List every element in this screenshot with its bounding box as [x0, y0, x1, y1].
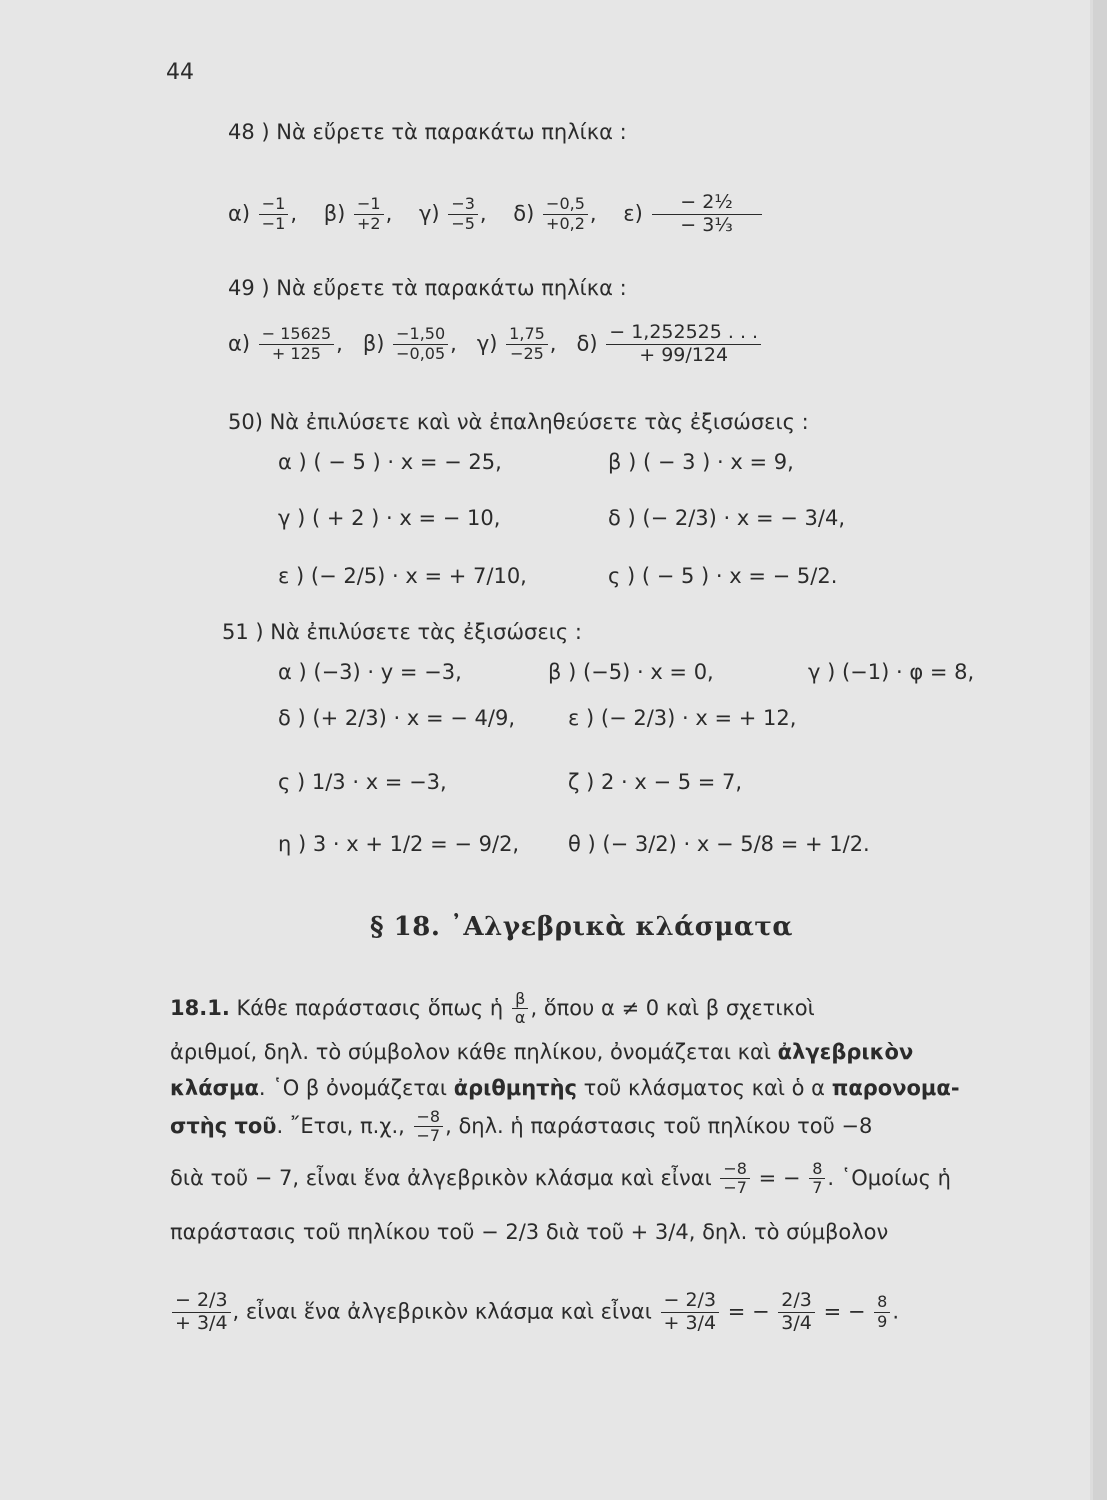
- exercise-49-items: α) $\frac{- 15625}{+ 125}$ , β) $\frac{-1,50}{-0,05}$ , γ) $\frac{1,75}{-25}$ , δ) $\frac{- 1,252525 . . .}{+ 99/124}$: [228, 322, 763, 367]
- fraction-minus8-minus7: $\frac{-8}{-7}$: [414, 1108, 444, 1146]
- exercise-51-title: 51 ) Νὰ ἐπιλύσετε τὰς ἐξισώσεις :: [222, 620, 582, 644]
- label-c: γ): [419, 201, 440, 226]
- ex50-row1-right: β ) ( − 3 ) · x = 9,: [608, 450, 794, 474]
- label-b: β): [323, 201, 346, 226]
- fraction-48e: $\frac{\text{− 2½}}{\text{− 3⅓}}$: [652, 192, 762, 237]
- page-number: 44: [166, 60, 194, 85]
- fraction-b: $\frac{8}{7}$: [809, 1160, 825, 1198]
- fraction-48c: $\frac{-3}{-5}$: [448, 195, 478, 233]
- fraction-a: $\frac{-8}{-7}$: [720, 1160, 750, 1198]
- ex50-row1-left: α ) ( − 5 ) · x = − 25,: [278, 450, 502, 474]
- exercise-50-title: 50) Νὰ ἐπιλύσετε καὶ νὰ ἐπαληθεύσετε τὰς ἐξισώσεις :: [228, 410, 809, 434]
- fraction-49c: $\frac{1,75}{-25}$: [506, 325, 548, 363]
- label-a: α): [228, 331, 251, 356]
- text: ἀριθμοί, δηλ. τὸ σύμβολον κάθε πηλίκου, ὀνομάζεται καὶ: [170, 1040, 771, 1064]
- body-line-6: [170, 1220, 1030, 1244]
- text: διὰ τοῦ − 7, εἶναι ἕνα ἀλγεβρικὸν κλάσμα καὶ εἶναι: [170, 1165, 712, 1190]
- fraction-49a: $\frac{- 15625}{+ 125}$: [259, 325, 334, 363]
- bold-term: στὴς τοῦ: [170, 1113, 277, 1138]
- compound-fraction: $\frac{- 2/3}{+ 3/4}$: [172, 1290, 231, 1335]
- ex51-row3-b: ζ ) 2 · x − 5 = 7,: [568, 770, 743, 794]
- page-edge-shadow: [1090, 0, 1093, 1500]
- label-a: α): [228, 201, 251, 226]
- text: διὰ τοῦ: [545, 1220, 624, 1244]
- body-line-2: [170, 1040, 1030, 1064]
- text: = −: [758, 1165, 801, 1190]
- fraction-beta-alpha: $\frac{\beta}{\alpha}$: [512, 990, 529, 1028]
- ex50-row3-left: ε ) (− 2/5) · x = + 7/10,: [278, 564, 527, 588]
- inline-fraction: + 3/4: [630, 1220, 689, 1244]
- page-edge: [1093, 0, 1107, 1500]
- fraction-48d: $\frac{-0,5}{+0,2}$: [543, 195, 588, 233]
- compound-fraction-2: $\frac{2/3}{3/4}$: [778, 1290, 815, 1335]
- body-line-5: [170, 1160, 1030, 1198]
- text: . ῾Ο β ὀνομάζεται: [258, 1076, 448, 1100]
- bold-term: κλάσμα: [170, 1076, 259, 1100]
- exercise-49-title: 49 ) Νὰ εὔρετε τὰ παρακάτω πηλίκα :: [228, 276, 627, 300]
- result-fraction: $\frac{8}{9}$: [874, 1293, 890, 1331]
- body-line-4: [170, 1108, 1030, 1146]
- text: . ῾Ομοίως ἡ: [827, 1165, 951, 1190]
- body-line-1: [170, 990, 1030, 1028]
- subsection-number: 18.1.: [170, 995, 230, 1020]
- fraction-48a: $\frac{-1}{-1}$: [259, 195, 289, 233]
- section-heading: § 18. ᾽Αλγεβρικὰ κλάσματα: [370, 912, 793, 942]
- bold-term: ἀριθμητὴς: [453, 1076, 577, 1100]
- label-c: γ): [476, 331, 498, 356]
- ex51-row2-b: ε ) (− 2/3) · x = + 12,: [568, 706, 797, 730]
- ex51-row4-b: θ ) (− 3/2) · x − 5/8 = + 1/2.: [568, 832, 870, 856]
- text: Κάθε παράστασις ὅπως ἡ: [236, 995, 504, 1020]
- text: .: [892, 1299, 899, 1324]
- body-line-7: [170, 1290, 1030, 1335]
- ex51-row3-a: ς ) 1/3 · x = −3,: [278, 770, 447, 794]
- text: . ῎Ετσι, π.χ.,: [276, 1113, 405, 1138]
- ex51-row2-a: δ ) (+ 2/3) · x = − 4/9,: [278, 706, 515, 730]
- text: , εἶναι ἕνα ἀλγεβρικὸν κλάσμα καὶ εἶναι: [232, 1299, 652, 1324]
- ex51-row1-b: β ) (−5) · x = 0,: [548, 660, 714, 684]
- ex50-row2-right: δ ) (− 2/3) · x = − 3/4,: [608, 506, 845, 530]
- bold-term: παρονομα-: [831, 1076, 960, 1100]
- exercise-48-title: 48 ) Νὰ εὔρετε τὰ παρακάτω πηλίκα :: [228, 120, 627, 144]
- label-d: δ): [576, 331, 598, 356]
- text: , δηλ. τὸ σύμβολον: [688, 1220, 889, 1244]
- ex51-row4-a: η ) 3 · x + 1/2 = − 9/2,: [278, 832, 520, 856]
- inline-fraction: − 2/3: [481, 1220, 540, 1244]
- fraction-49b: $\frac{-1,50}{-0,05}$: [393, 325, 448, 363]
- compound-fraction-1: $\frac{- 2/3}{+ 3/4}$: [661, 1290, 720, 1335]
- exercise-48-items: α) $\frac{-1}{-1}$ , β) $\frac{-1}{+2}$ , γ) $\frac{-3}{-5}$ , δ) $\frac{-0,5}{+0,2}$ , ε) $\frac{\text{− 2½}}{\text{− 3⅓}}$: [228, 192, 764, 237]
- fraction-49d: $\frac{- 1,252525 . . .}{+ 99/124}$: [606, 322, 761, 367]
- label-d: δ): [513, 201, 535, 226]
- label-e: ε): [623, 201, 643, 226]
- bold-term: ἀλγεβρικὸν: [777, 1040, 914, 1064]
- ex50-row3-right: ς ) ( − 5 ) · x = − 5/2.: [608, 564, 838, 588]
- ex51-row1-a: α ) (−3) · y = −3,: [278, 660, 462, 684]
- label-b: β): [362, 331, 385, 356]
- text: παράστασις τοῦ πηλίκου τοῦ: [170, 1220, 475, 1244]
- text: τοῦ κλάσματος καὶ ὁ α: [583, 1076, 826, 1100]
- text: , δηλ. ἡ παράστασις τοῦ πηλίκου τοῦ −8: [445, 1113, 873, 1138]
- text: = −: [727, 1299, 770, 1324]
- ex51-row1-c: γ ) (−1) · φ = 8,: [808, 660, 975, 684]
- ex50-row2-left: γ ) ( + 2 ) · x = − 10,: [278, 506, 501, 530]
- text: , ὅπου α ≠ 0 καὶ β σχετικοὶ: [530, 995, 815, 1020]
- text: = −: [823, 1299, 866, 1324]
- body-line-3: [170, 1076, 1030, 1100]
- fraction-48b: $\frac{-1}{+2}$: [354, 195, 384, 233]
